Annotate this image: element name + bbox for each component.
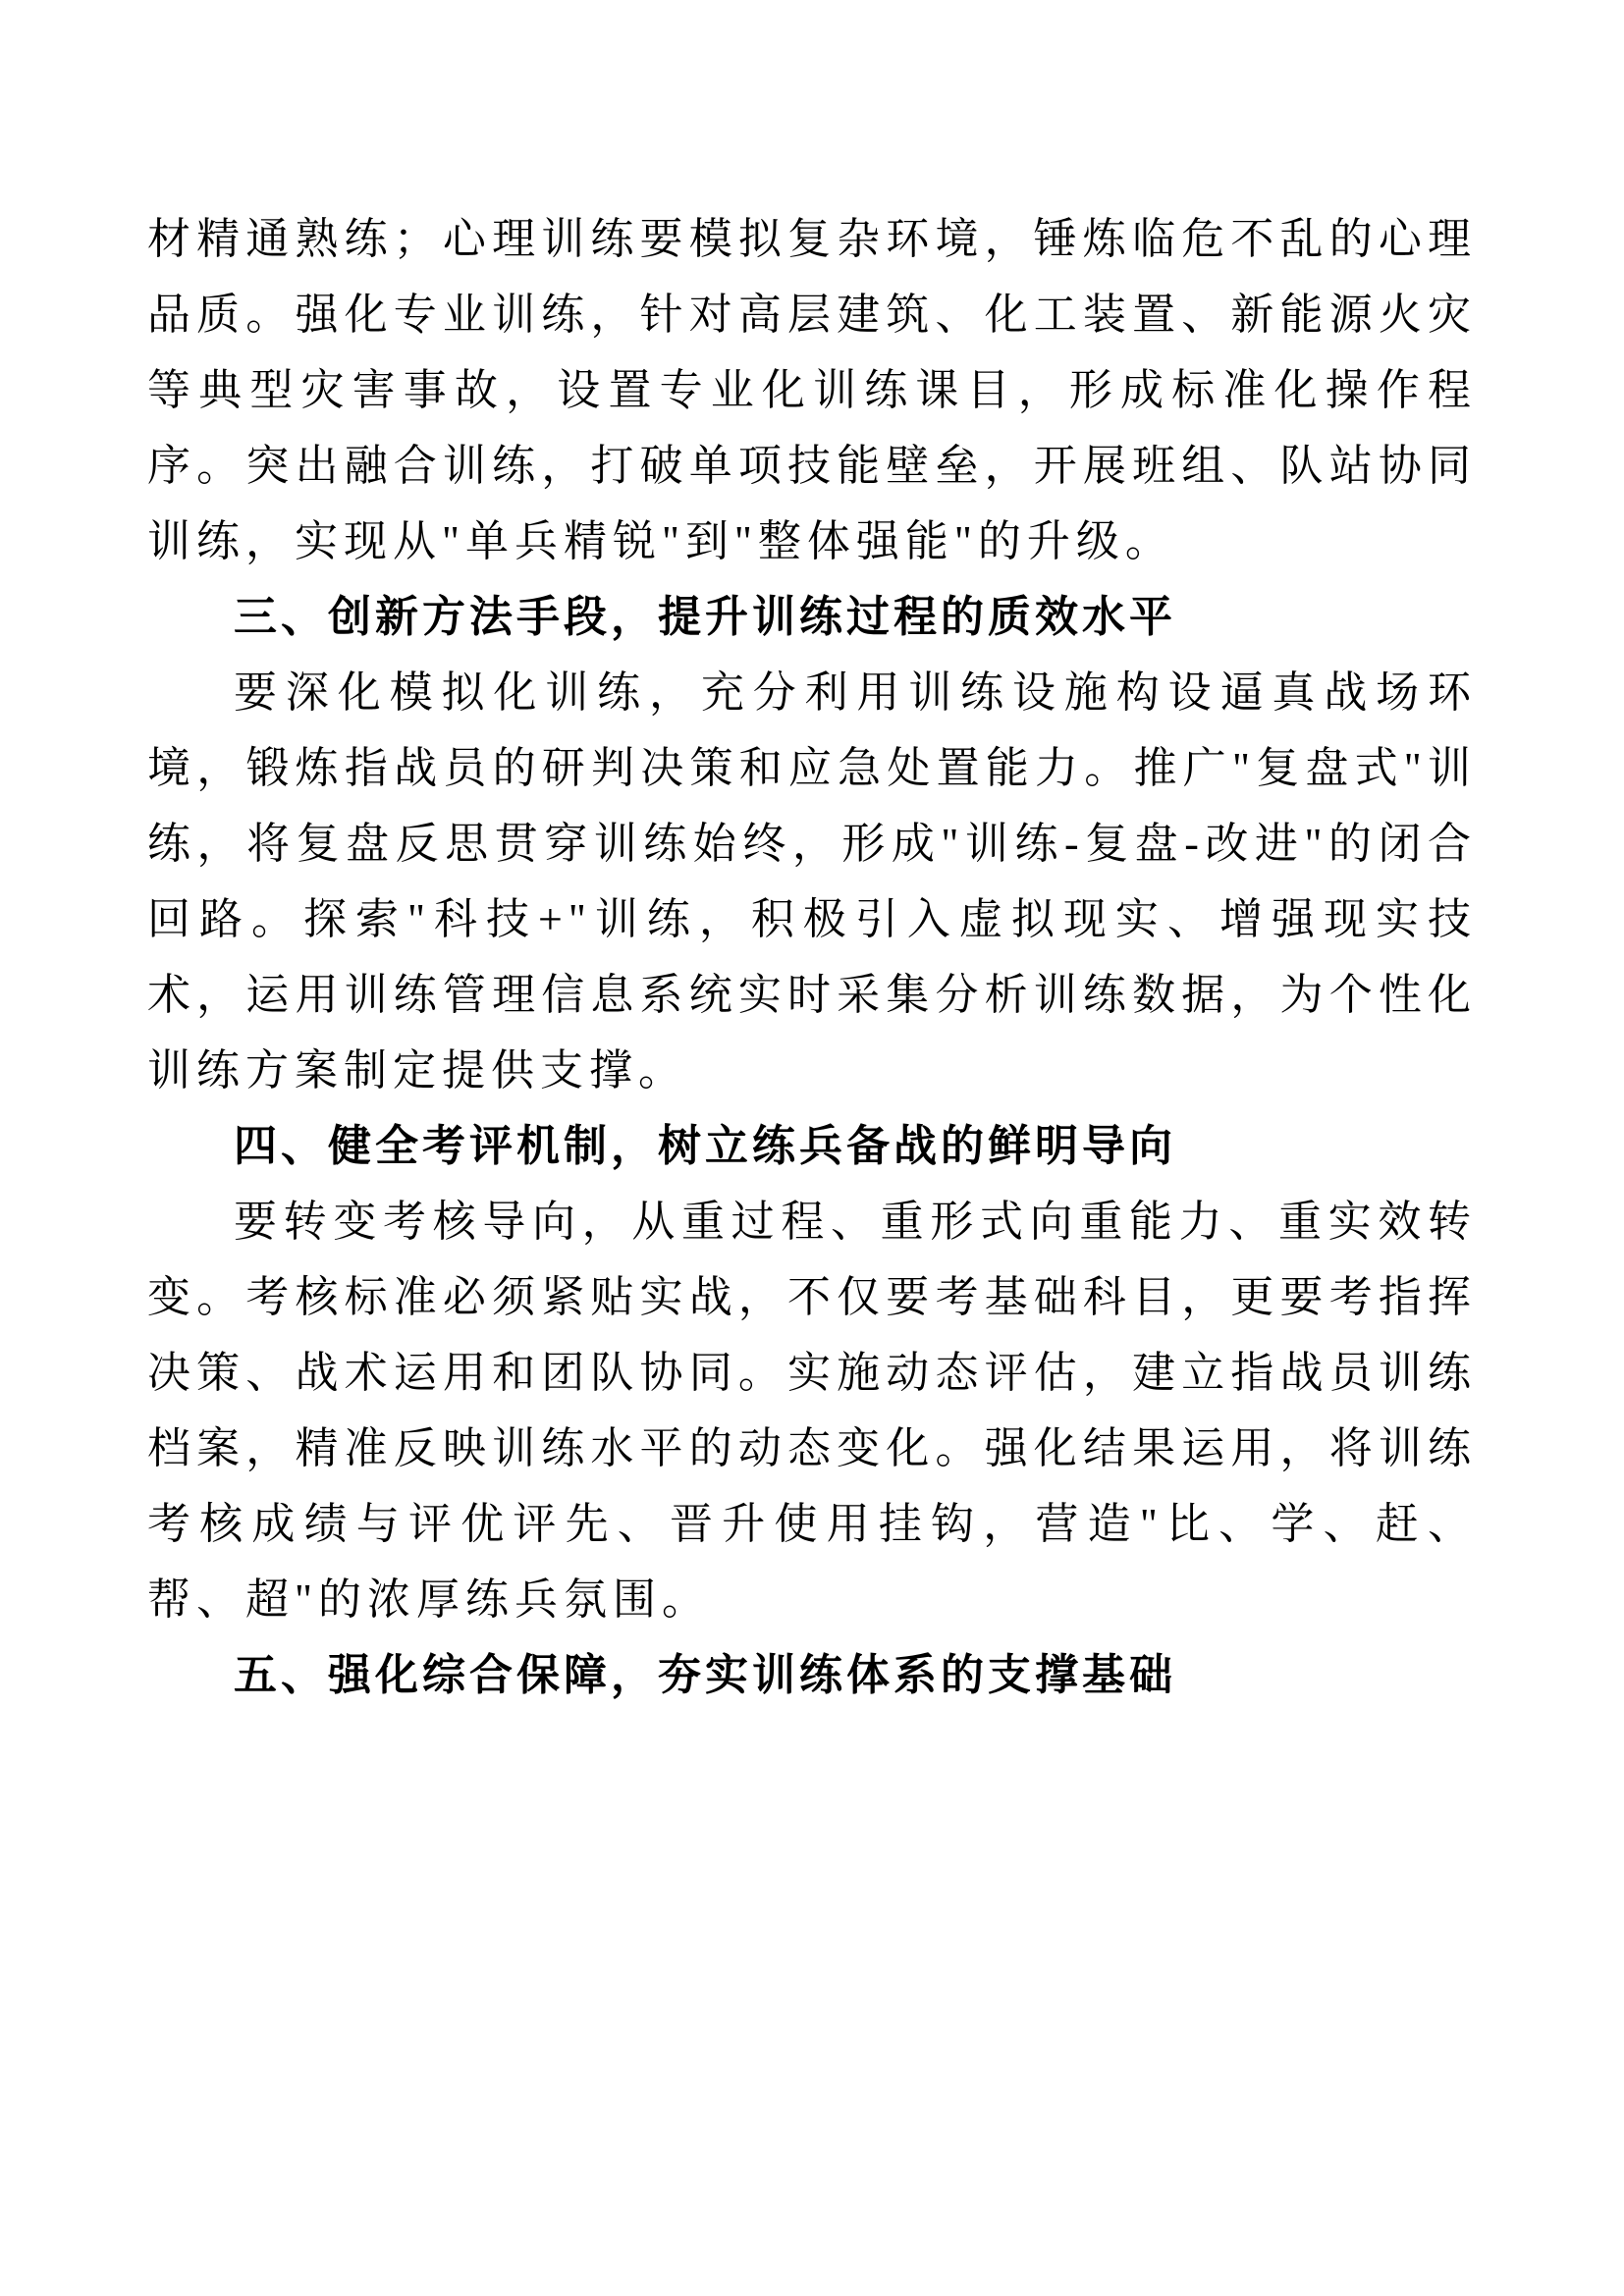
heading-section-4: 四、健全考评机制，树立练兵备战的鲜明导向 (234, 1122, 1176, 1170)
heading-section-3: 三、创新方法手段，提升训练过程的质效水平 (234, 593, 1176, 641)
document-body (147, 201, 1477, 1713)
paragraph-section-4: 要转变考核导向，从重过程、重形式向重能力、重实效转变。考核标准必须紧贴实战，不仅要考基础科目，更要考指挥决策、战术运用和团队协同。实施动态评估，建立指战员训练档案，精准反映训练水平的动态变化。强化结果运用，将训练考核成绩与评优评先、晋升使用挂钩，营造"比、学、赶、帮、超"的浓厚练兵氛围。 (147, 1198, 1477, 1624)
paragraph-continuation: 材精通熟练；心理训练要模拟复杂环境，锤炼临危不乱的心理品质。强化专业训练，针对高层建筑、化工装置、新能源火灾等典型灾害事故，设置专业化训练课目，形成标准化操作程序。突出融合训练，打破单项技能壁垒，开展班组、队站协同训练，实现从"单兵精锐"到"整体强能"的升级。 (147, 215, 1477, 565)
heading-section-5: 五、强化综合保障，夯实训练体系的支撑基础 (234, 1651, 1176, 1699)
paragraph-section-3: 要深化模拟化训练，充分利用训练设施构设逼真战场环境，锻炼指战员的研判决策和应急处置能力。推广"复盘式"训练，将复盘反思贯穿训练始终，形成"训练-复盘-改进"的闭合回路。探索"科技+"训练，积极引入虚拟现实、增强现实技术，运用训练管理信息系统实时采集分析训练数据，为个性化训练方案制定提供支撑。 (147, 668, 1477, 1095)
